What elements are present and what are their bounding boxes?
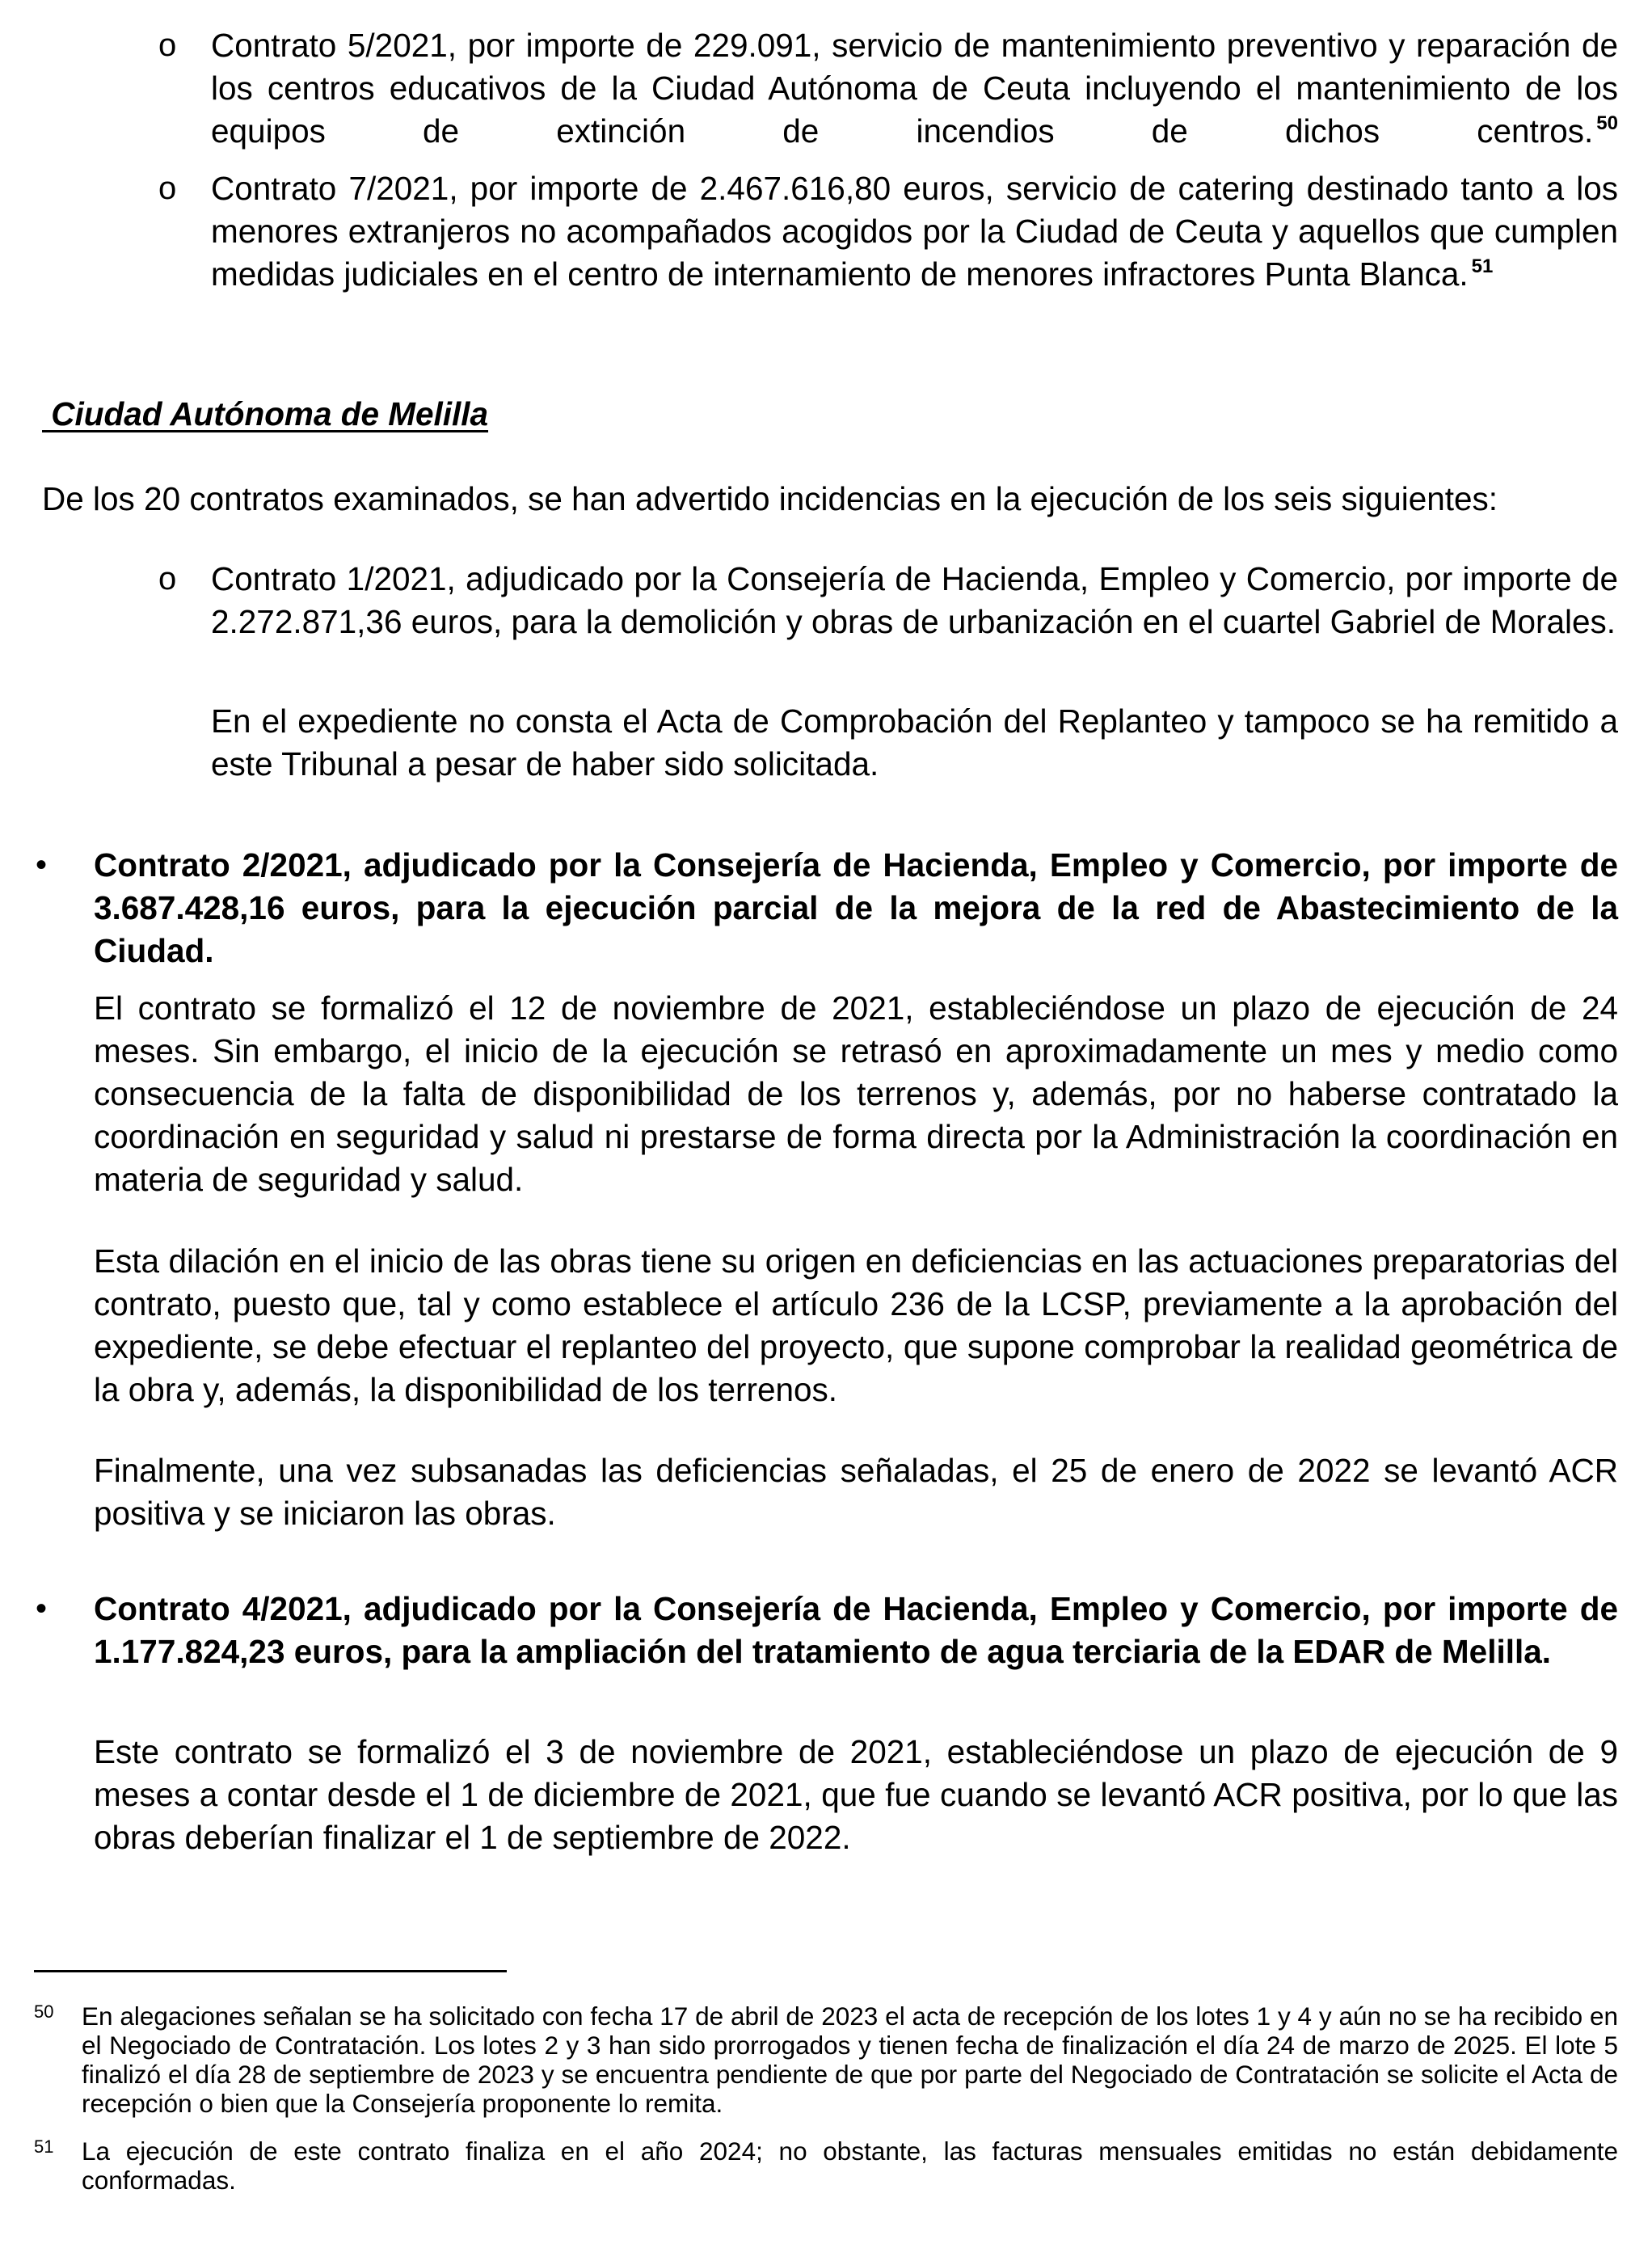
contract-2-title: Contrato 2/2021, adjudicado por la Consejería de Hacienda, Empleo y Comercio, por importe de 3.687.428,16 euros, para la ejecución parcial de la mejora de la red de Abastecimiento de la Ciudad. [94,846,1618,969]
footnote-51-text: La ejecución de este contrato finaliza en el año 2024; no obstante, las facturas mensuales emitidas no están debidamente conformadas. [82,2136,1618,2195]
list-bullet: o [158,561,177,597]
section-heading-melilla: Ciudad Autónoma de Melilla [42,395,489,432]
contract-2-paragraph-1: El contrato se formalizó el 12 de noviembre de 2021, estableciéndose un plazo de ejecución de 24 meses. Sin embargo, el inicio de la ejecución se retrasó en aproximadamente un mes y medio como consecuencia de la falta de disponibilidad de los terrenos y, además, por no haberse contratado la coordinación en seguridad y salud ni prestarse de forma directa por la Administración la coordinación en materia de seguridad y salud. [94,989,1618,1198]
contract-text: Contrato 7/2021, por importe de 2.467.616,80 euros, servicio de catering destinado tanto a los menores extranjeros no acompañados acogidos por la Ciudad de Ceuta y aquellos que cumplen medidas judiciales en el centro de internamiento de menores infractores Punta Blanca. [211,170,1618,293]
list-bullet: • [36,1591,48,1626]
contract-1-note: En el expediente no consta el Acta de Comprobación del Replanteo y tampoco se ha remitido a este Tribunal a pesar de haber sido solicitada. [211,702,1618,782]
footnote-ref-50[interactable]: 50 [1596,112,1618,134]
list-bullet: o [158,27,177,63]
contract-2-paragraph-3: Finalmente, una vez subsanadas las deficiencias señaladas, el 25 de enero de 2022 se levantó ACR positiva y se iniciaron las obras. [94,1452,1618,1532]
list-bullet: • [36,847,48,883]
footnote-number-51: 51 [34,2136,54,2157]
intro-paragraph: De los 20 contratos examinados, se han advertido incidencias en la ejecución de los seis siguientes: [42,480,1498,517]
contract-4-paragraph: Este contrato se formalizó el 3 de noviembre de 2021, estableciéndose un plazo de ejecución de 9 meses a contar desde el 1 de diciembre de 2021, que fue cuando se levantó ACR positiva, por lo que las obras deberían finalizar el 1 de septiembre de 2022. [94,1733,1618,1856]
footnote-ref-51[interactable]: 51 [1471,255,1494,277]
contract-2-paragraph-2: Esta dilación en el inicio de las obras tiene su origen en deficiencias en las actuaciones preparatorias del contrato, puesto que, tal y como establece el artículo 236 de la LCSP, previamente a la aprobación del expediente, se debe efectuar el replanteo del proyecto, que supone comprobar la realidad geométrica de la obra y, además, la disponibilidad de los terrenos. [94,1242,1618,1408]
list-item-contrato-7-2021 [211,167,1618,296]
footnote-50-text: En alegaciones señalan se ha solicitado con fecha 17 de abril de 2023 el acta de recepción de los lotes 1 y 4 y aún no se ha recibido en el Negociado de Contratación. Los lotes 2 y 3 han sido prorrogados y tienen fecha de finalización el día 24 de marzo de 2025. El lote 5 finalizó el día 28 de septiembre de 2023 y se encuentra pendiente de que por parte del Negociado de Contratación se solicite el Acta de recepción o bien que la Consejería proponente lo remita. [82,2001,1618,2118]
footnote-number-50: 50 [34,2001,54,2022]
contract-text: Contrato 5/2021, por importe de 229.091, servicio de mantenimiento preventivo y reparación de los centros educativos de la Ciudad Autónoma de Ceuta incluyendo el mantenimiento de los equipos de extinción de incendios de dichos centros. [211,27,1618,150]
footnote-separator [34,1970,507,1972]
list-item-contrato-5-2021 [211,24,1618,153]
list-bullet: o [158,171,177,206]
contract-4-title: Contrato 4/2021, adjudicado por la Consejería de Hacienda, Empleo y Comercio, por importe de 1.177.824,23 euros, para la ampliación del tratamiento de agua terciaria de la EDAR de Melilla. [94,1590,1618,1670]
list-item-contrato-1-2021: Contrato 1/2021, adjudicado por la Consejería de Hacienda, Empleo y Comercio, por importe de 2.272.871,36 euros, para la demolición y obras de urbanización en el cuartel Gabriel de Morales. [211,560,1618,640]
